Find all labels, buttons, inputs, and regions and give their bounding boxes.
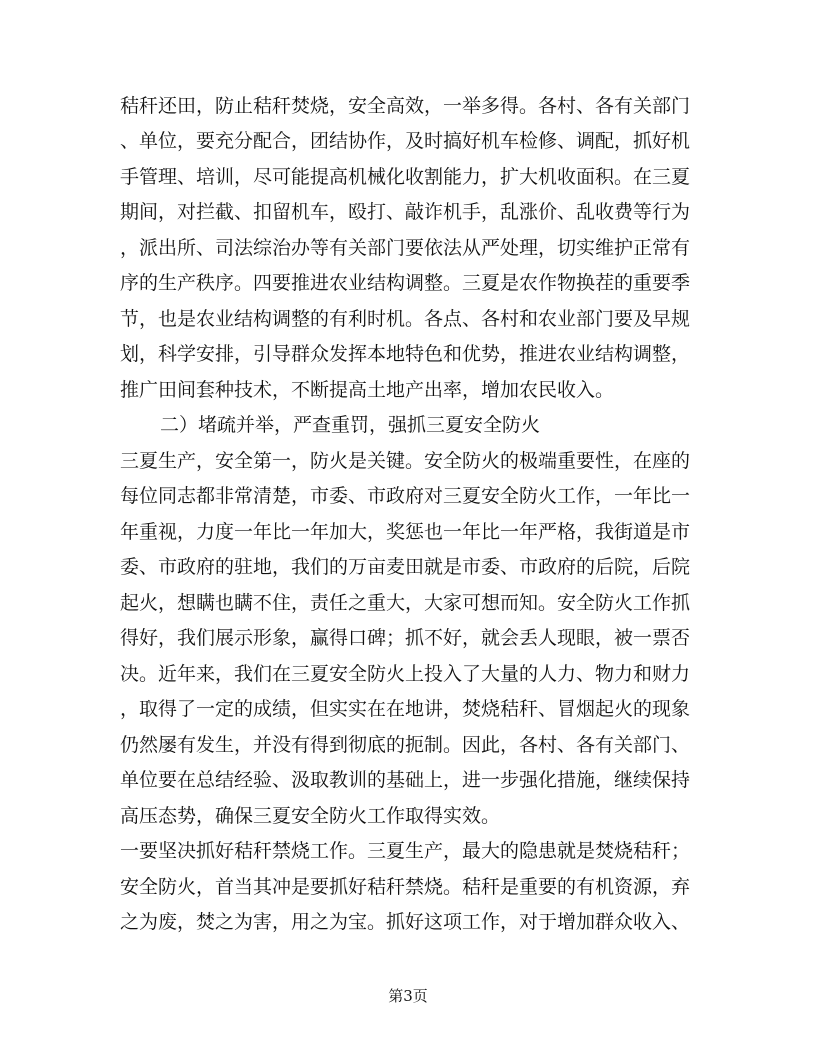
paragraph-line: 三夏生产，安全第一，防火是关键。安全防火的极端重要性，在座的 (120, 450, 691, 472)
paragraph-line: 推广田间套种技术，不断提高土地产出率，增加农民收入。 (120, 379, 615, 401)
paragraph-line: 单位要在总结经验、汲取教训的基础上，进一步强化措施，继续保持 (120, 769, 691, 791)
paragraph-line: 高压态势，确保三夏安全防火工作取得实效。 (120, 805, 501, 827)
paragraph-line: 起火，想瞒也瞒不住，责任之重大，大家可想而知。安全防火工作抓 (120, 592, 691, 614)
paragraph-line: 手管理、培训，尽可能提高机械化收割能力，扩大机收面积。在三夏 (120, 166, 691, 188)
paragraph-line: 一要坚决抓好秸秆禁烧工作。三夏生产，最大的隐患就是焚烧秸秆； (120, 840, 691, 862)
paragraph-line: ，派出所、司法综治办等有关部门要依法从严处理，切实维护正常有 (120, 237, 691, 259)
paragraph-line: 秸秆还田，防止秸秆焚烧，安全高效，一举多得。各村、各有关部门 (120, 95, 691, 117)
paragraph-line: 期间，对拦截、扣留机车，殴打、敲诈机手，乱涨价、乱收费等行为 (120, 201, 691, 223)
paragraph-line: ，取得了一定的成绩，但实实在在地讲，焚烧秸秆、冒烟起火的现象 (120, 698, 691, 720)
paragraph-line: 、单位，要充分配合，团结协作，及时搞好机车检修、调配，抓好机 (120, 130, 691, 152)
paragraph-line: 委、市政府的驻地，我们的万亩麦田就是市委、市政府的后院，后院 (120, 556, 691, 578)
section-heading: 二）堵疏并举，严查重罚，强抓三夏安全防火 (160, 414, 541, 436)
paragraph-line: 划，科学安排，引导群众发挥本地特色和优势，推进农业结构调整， (120, 343, 691, 365)
paragraph-line: 得好，我们展示形象，赢得口碑；抓不好，就会丢人现眼，被一票否 (120, 627, 691, 649)
paragraph-line: 之为废，焚之为害，用之为宝。抓好这项工作，对于增加群众收入、 (120, 911, 691, 933)
paragraph-line: 每位同志都非常清楚，市委、市政府对三夏安全防火工作，一年比一 (120, 485, 691, 507)
page-number: 第3页 (388, 987, 428, 1005)
paragraph-line: 仍然屡有发生，并没有得到彻底的扼制。因此，各村、各有关部门、 (120, 734, 691, 756)
paragraph-line: 安全防火，首当其冲是要抓好秸秆禁烧。秸秆是重要的有机资源，弃 (120, 876, 691, 898)
paragraph-line: 节，也是农业结构调整的有利时机。各点、各村和农业部门要及早规 (120, 308, 691, 330)
paragraph-line: 决。近年来，我们在三夏安全防火上投入了大量的人力、物力和财力 (120, 663, 691, 685)
paragraph-line: 年重视，力度一年比一年加大，奖惩也一年比一年严格，我街道是市 (120, 521, 691, 543)
paragraph-line: 序的生产秩序。四要推进农业结构调整。三夏是农作物换茬的重要季 (120, 272, 691, 294)
